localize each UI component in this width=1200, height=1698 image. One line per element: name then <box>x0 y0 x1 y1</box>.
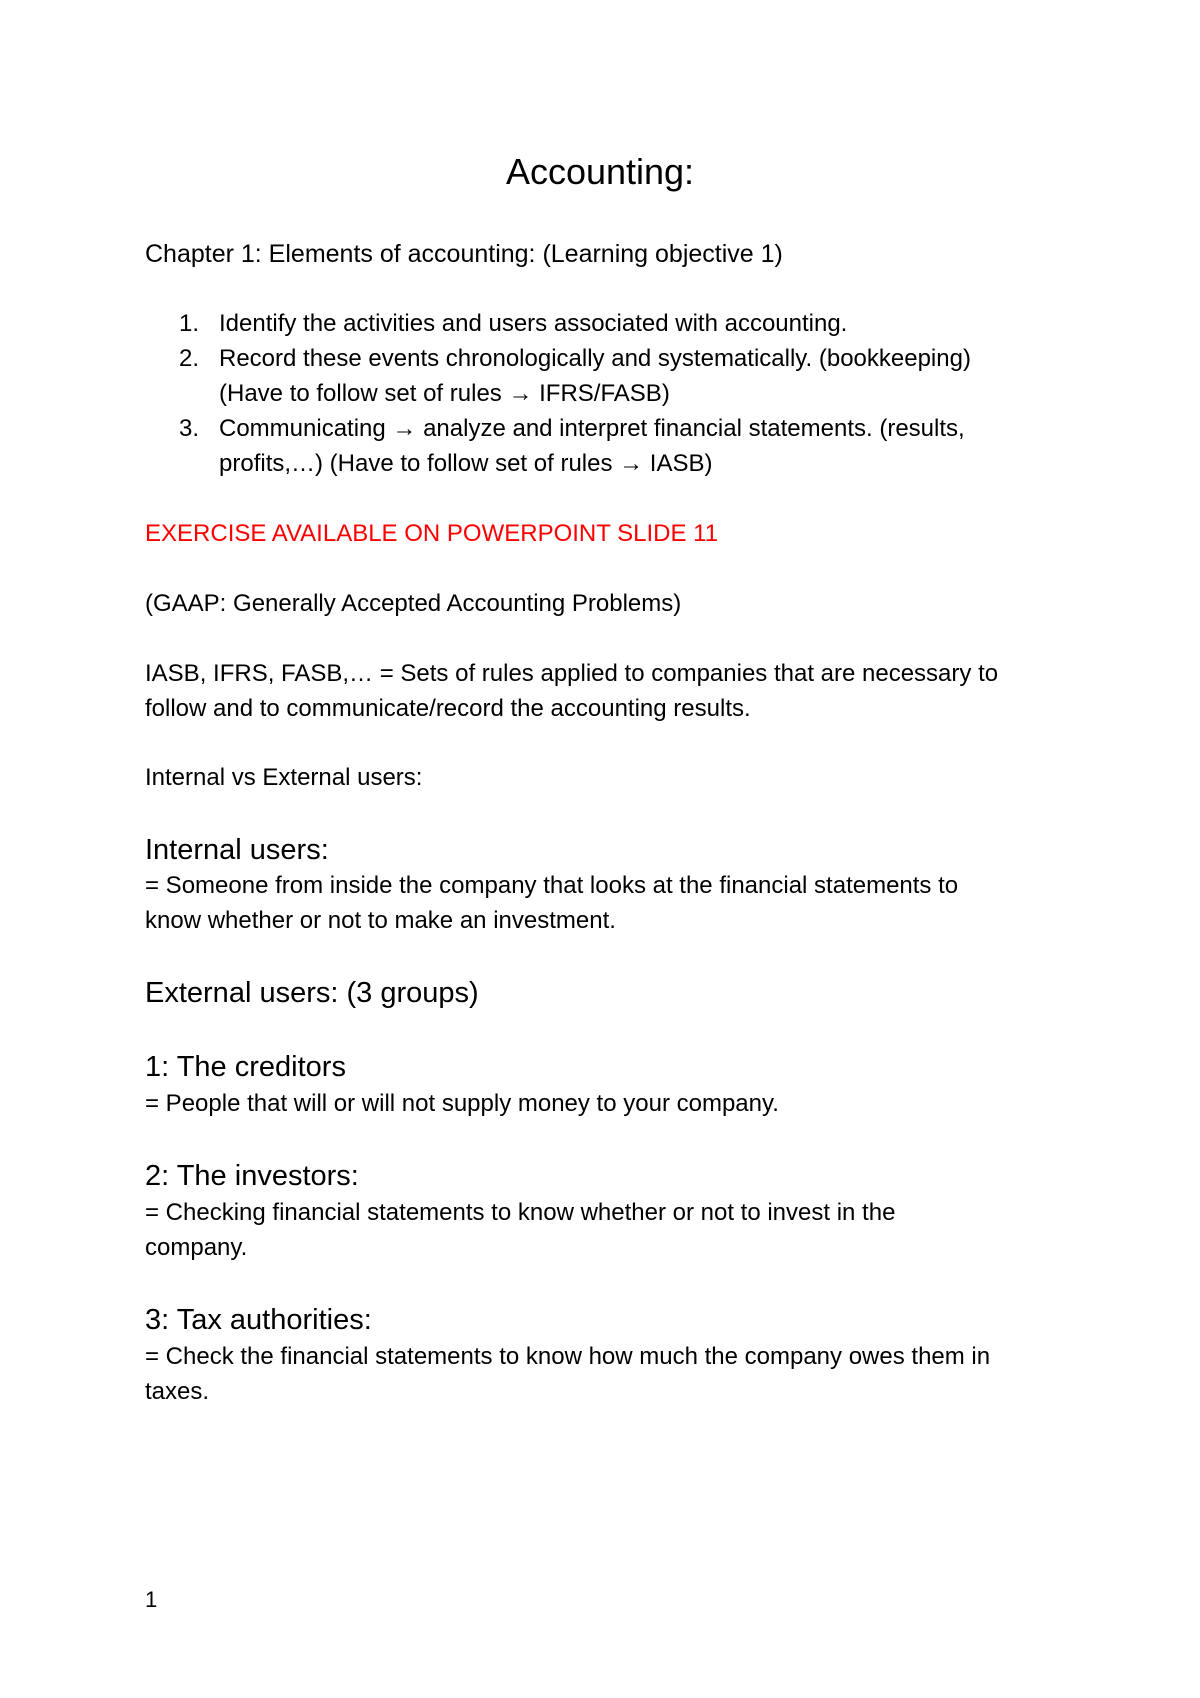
creditors-heading: 1: The creditors <box>145 1051 346 1083</box>
tax-authorities-description <box>145 1339 1075 1409</box>
list-item-text-continued <box>219 376 1075 411</box>
exercise-note: EXERCISE AVAILABLE ON POWERPOINT SLIDE 11 <box>145 520 719 547</box>
text-fragment: IFRS/FASB) <box>532 380 670 407</box>
users-comparison-label: Internal vs External users: <box>145 764 423 791</box>
list-item-text: Record these events chronologically and systematically. (bookkeeping) <box>219 345 971 372</box>
page-number: 1 <box>145 1587 158 1612</box>
internal-users-heading: Internal users: <box>145 834 329 866</box>
arrow-right-icon: → <box>508 380 533 407</box>
list-item-text-continued <box>219 446 1075 481</box>
description-line: = Someone from inside the company that looks at the financial statements to <box>145 872 959 899</box>
investors-description <box>145 1195 1075 1265</box>
list-item-number: 2. <box>179 345 200 372</box>
description-line: = Check the financial statements to know how much the company owes them in <box>145 1343 991 1370</box>
rules-line: IASB, IFRS, FASB,… = Sets of rules applied to companies that are necessary to <box>145 660 999 687</box>
accounting-steps-list <box>145 306 1075 481</box>
rules-line: follow and to communicate/record the accounting results. <box>145 695 751 722</box>
arrow-right-icon: → <box>619 450 644 477</box>
text-fragment: Communicating <box>219 415 393 442</box>
text-fragment: analyze and interpret financial statements. (results, <box>416 415 965 442</box>
text-fragment: IASB) <box>643 450 713 477</box>
rules-definition <box>145 656 1075 726</box>
tax-authorities-heading: 3: Tax authorities: <box>145 1304 372 1336</box>
description-line: taxes. <box>145 1378 210 1405</box>
text-fragment: (Have to follow set of rules <box>219 380 509 407</box>
list-item <box>145 411 1075 481</box>
text-fragment: profits,…) (Have to follow set of rules <box>219 450 620 477</box>
description-line: know whether or not to make an investment. <box>145 907 616 934</box>
description-line: = Checking financial statements to know whether or not to invest in the <box>145 1199 896 1226</box>
list-item-number: 1. <box>179 310 200 337</box>
creditors-description: = People that will or will not supply money to your company. <box>145 1090 779 1117</box>
list-item-number: 3. <box>179 415 200 442</box>
list-item-text <box>219 411 1075 446</box>
arrow-right-icon: → <box>392 415 417 442</box>
chapter-heading: Chapter 1: Elements of accounting: (Learning objective 1) <box>145 240 783 268</box>
description-line: company. <box>145 1234 248 1261</box>
gaap-definition: (GAAP: Generally Accepted Accounting Problems) <box>145 590 682 617</box>
document-title: Accounting: <box>505 151 695 192</box>
list-item <box>145 306 1075 341</box>
internal-users-description <box>145 868 1075 938</box>
list-item-text: Identify the activities and users associated with accounting. <box>219 310 848 337</box>
investors-heading: 2: The investors: <box>145 1160 359 1192</box>
external-users-heading: External users: (3 groups) <box>145 977 479 1009</box>
list-item <box>145 341 1075 411</box>
